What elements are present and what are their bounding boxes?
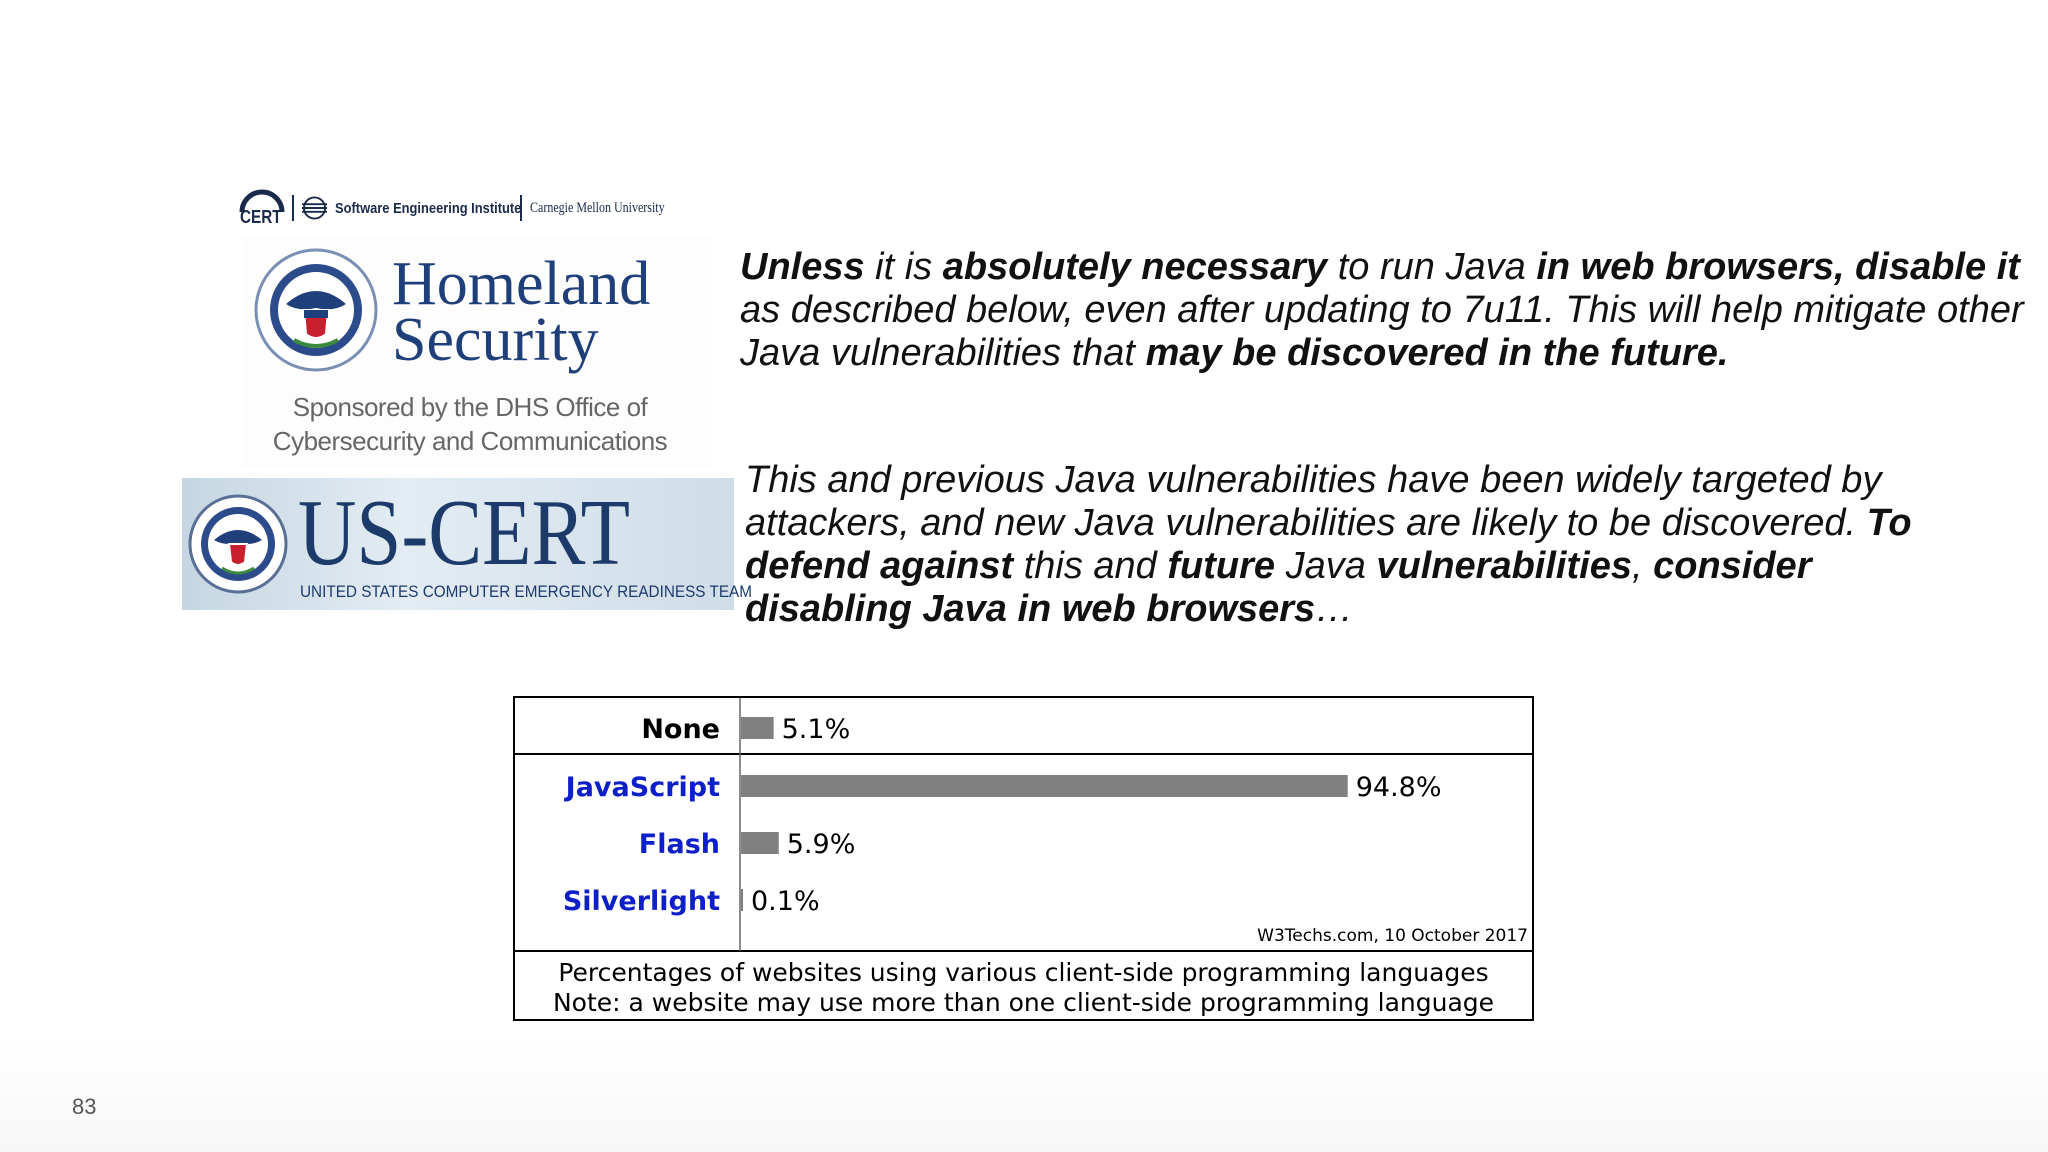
value-label-flash: 5.9% [786, 829, 856, 860]
paragraph1-run: as described below, even after updating to 7u11. This will help mitigate other Java vulnerabilities that [740, 289, 2024, 374]
dhs-seal-icon [254, 248, 378, 372]
advisory-paragraph-2 [745, 459, 1985, 631]
us-cert-subtitle: UNITED STATES COMPUTER EMERGENCY READINESS TEAM [300, 582, 752, 601]
bar-silverlight [741, 889, 743, 911]
paragraph2-run: To defend against [745, 502, 1912, 587]
cert-sei-cmu-logo-bar [238, 186, 698, 230]
paragraph2-run: This and previous Java vulnerabilities have been widely targeted by attackers, and new Java vulnerabilities are likely to be discovered. [745, 459, 1882, 544]
sei-globe-icon [302, 195, 327, 221]
paragraph2-run: … [1315, 588, 1354, 630]
value-label-silverlight: 0.1% [751, 886, 820, 917]
value-label-javascript: 94.8% [1355, 772, 1442, 803]
paragraph2-run: , [1631, 545, 1654, 587]
chart-source: W3Techs.com, 10 October 2017 [1257, 926, 1528, 946]
paragraph1-run: absolutely necessary [942, 246, 1328, 288]
dhs-sponsor-text [250, 390, 690, 458]
chart-caption-line2: Note: a website may use more than one client-side programming language [552, 988, 1495, 1017]
slide-number: 83 [72, 1094, 97, 1119]
us-cert-seal-icon [188, 482, 288, 606]
advisory-paragraph-1 [740, 246, 2040, 375]
paragraph1-run: to run Java [1327, 246, 1537, 288]
paragraph2-run: Java [1275, 545, 1377, 587]
sei-label: Software Engineering Institute [335, 199, 522, 217]
bar-javascript [741, 775, 1348, 797]
bar-none [741, 717, 774, 739]
homeland-security-logo [242, 236, 712, 468]
paragraph2-run: future [1167, 545, 1276, 587]
cmu-label: Carnegie Mellon University [529, 199, 665, 216]
category-label-flash[interactable]: Flash [638, 829, 720, 860]
dhs-sponsor-line2: Cybersecurity and Communications [272, 426, 668, 456]
cert-label: CERT [240, 207, 282, 227]
paragraph1-run: it is [864, 246, 943, 288]
client-side-languages-chart [513, 696, 1534, 1021]
paragraph2-run: consider disabling Java in web browsers [745, 545, 1812, 630]
cert-logo [238, 186, 284, 230]
dhs-title-line1: Homeland [392, 250, 651, 318]
bar-flash [741, 832, 779, 854]
dhs-sponsor-line1: Sponsored by the DHS Office of [292, 392, 648, 422]
category-label-javascript[interactable]: JavaScript [565, 772, 720, 803]
paragraph2-run: this and [1013, 545, 1168, 587]
paragraph1-run: in web browsers, disable it [1536, 246, 2020, 288]
paragraph1-run: Unless [740, 246, 865, 288]
paragraph2-run: vulnerabilities [1376, 545, 1632, 587]
logo-divider [292, 195, 294, 221]
paragraph1-run: may be discovered in the future. [1145, 332, 1729, 374]
dhs-title [392, 250, 651, 374]
chart-caption-line1: Percentages of websites using various client-side programming languages [558, 958, 1489, 987]
us-cert-title: US-CERT [298, 481, 631, 585]
value-label-none: 5.1% [781, 714, 851, 745]
us-cert-logo [182, 478, 752, 610]
dhs-title-line2: Security [392, 306, 599, 374]
category-label-none: None [641, 714, 720, 745]
slide-background-fade [0, 1040, 2048, 1152]
category-label-silverlight[interactable]: Silverlight [562, 886, 720, 917]
